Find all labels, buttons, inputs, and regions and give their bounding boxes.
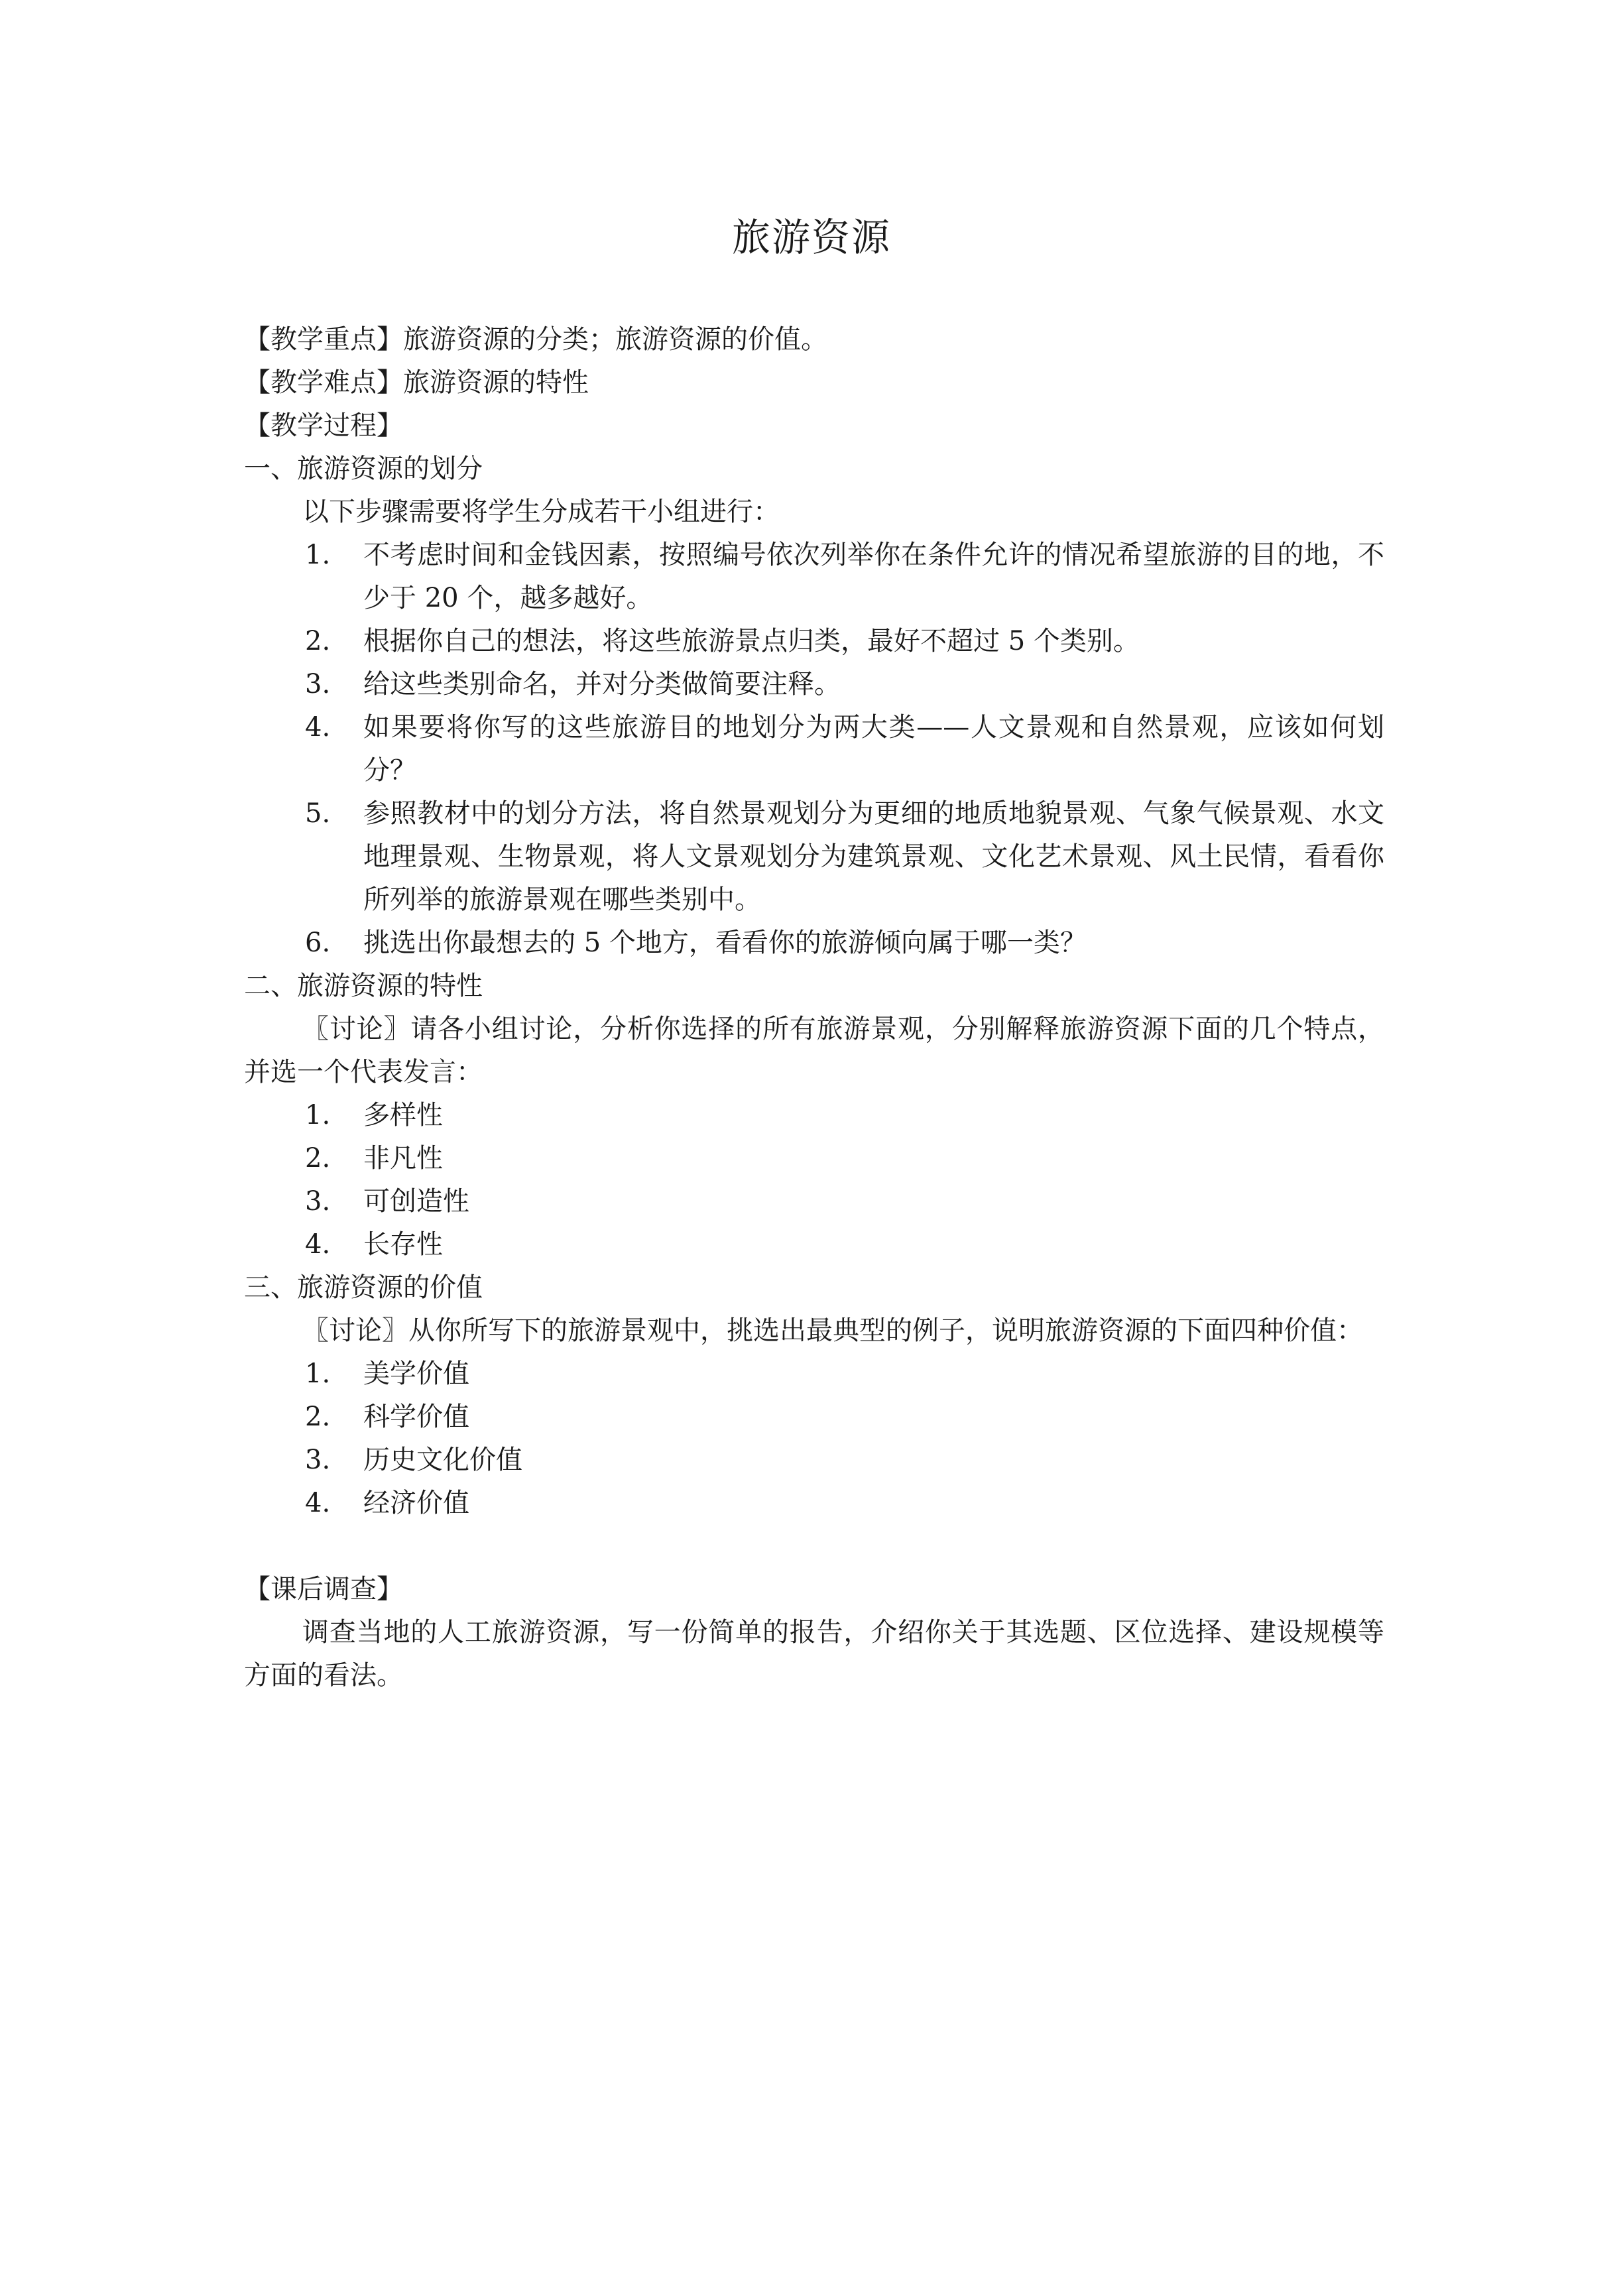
list-item (244, 1396, 1384, 1439)
list-item-number: 4. (305, 712, 331, 743)
section1-heading: 一、旅游资源的划分 (244, 453, 483, 484)
list-item-text: 经济价值 (363, 1488, 469, 1518)
list-item-number: 1. (305, 540, 331, 570)
list-item-number: 5. (305, 798, 331, 829)
section-spacer (244, 1525, 1384, 1568)
list-item-number: 1. (305, 1100, 331, 1130)
list-item-number: 2. (305, 1143, 331, 1174)
list-item-text: 历史文化价值 (363, 1445, 522, 1475)
list-item (244, 1180, 1384, 1223)
list-item (244, 534, 1384, 620)
list-item-text: 美学价值 (363, 1359, 469, 1389)
list-item-number: 1. (305, 1359, 331, 1389)
list-item (244, 1353, 1384, 1396)
homework-text: 调查当地的人工旅游资源，写一份简单的报告，介绍你关于其选题、区位选择、建设规模等方面的看法。 (244, 1617, 1384, 1691)
list-item (244, 706, 1384, 792)
list-item-number: 2. (305, 1402, 331, 1432)
list-item-number: 4. (305, 1229, 331, 1260)
list-item-number: 2. (305, 626, 331, 656)
list-item-text: 如果要将你写的这些旅游目的地划分为两大类——人文景观和自然景观，应该如何划分？ (363, 712, 1384, 786)
key-points: 【教学重点】旅游资源的分类；旅游资源的价值。 (244, 324, 827, 355)
section3-discussion: 〖讨论〗从你所写下的旅游景观中，挑选出最典型的例子，说明旅游资源的下面四种价值： (302, 1315, 1363, 1346)
homework-heading: 【课后调查】 (244, 1574, 403, 1604)
list-item-text: 给这些类别命名，并对分类做简要注释。 (363, 669, 841, 699)
document-body (244, 318, 1384, 1697)
list-item-number: 3. (305, 1186, 331, 1217)
list-item (244, 1482, 1384, 1525)
list-item-text: 不考虑时间和金钱因素，按照编号依次列举你在条件允许的情况希望旅游的目的地，不少于 20 个，越多越好。 (363, 540, 1384, 613)
list-item-text: 参照教材中的划分方法，将自然景观划分为更细的地质地貌景观、气象气候景观、水文地理景观、生物景观，将人文景观划分为建筑景观、文化艺术景观、风土民情，看看你所列举的旅游景观在哪些类别中。 (363, 798, 1384, 915)
list-item-number: 3. (305, 669, 331, 699)
list-item (244, 1439, 1384, 1482)
list-item (244, 620, 1384, 663)
section3-heading: 三、旅游资源的价值 (244, 1272, 483, 1303)
list-item-text: 根据你自己的想法，将这些旅游景点归类，最好不超过 5 个类别。 (363, 626, 1140, 656)
list-item-number: 3. (305, 1445, 331, 1475)
process-heading: 【教学过程】 (244, 410, 403, 441)
list-item (244, 1137, 1384, 1180)
list-item-text: 长存性 (363, 1229, 443, 1260)
list-item-number: 6. (305, 928, 331, 958)
section2-discussion: 〖讨论〗请各小组讨论，分析你选择的所有旅游景观，分别解释旅游资源下面的几个特点，并选一个代表发言： (244, 1014, 1384, 1087)
list-item-text: 多样性 (363, 1100, 443, 1130)
list-item-text: 非凡性 (363, 1143, 443, 1174)
list-item-text: 挑选出你最想去的 5 个地方，看看你的旅游倾向属于哪一类？ (363, 928, 1087, 958)
list-item (244, 1223, 1384, 1266)
section2-heading: 二、旅游资源的特性 (244, 971, 483, 1001)
list-item (244, 663, 1384, 706)
document-title: 旅游资源 (731, 215, 891, 260)
list-item (244, 1094, 1384, 1137)
list-item-text: 可创造性 (363, 1186, 469, 1217)
list-item-text: 科学价值 (363, 1402, 469, 1432)
difficulties: 【教学难点】旅游资源的特性 (244, 367, 589, 398)
list-item (244, 922, 1384, 965)
list-item-number: 4. (305, 1488, 331, 1518)
list-item (244, 792, 1384, 922)
section1-intro: 以下步骤需要将学生分成若干小组进行： (302, 497, 780, 527)
